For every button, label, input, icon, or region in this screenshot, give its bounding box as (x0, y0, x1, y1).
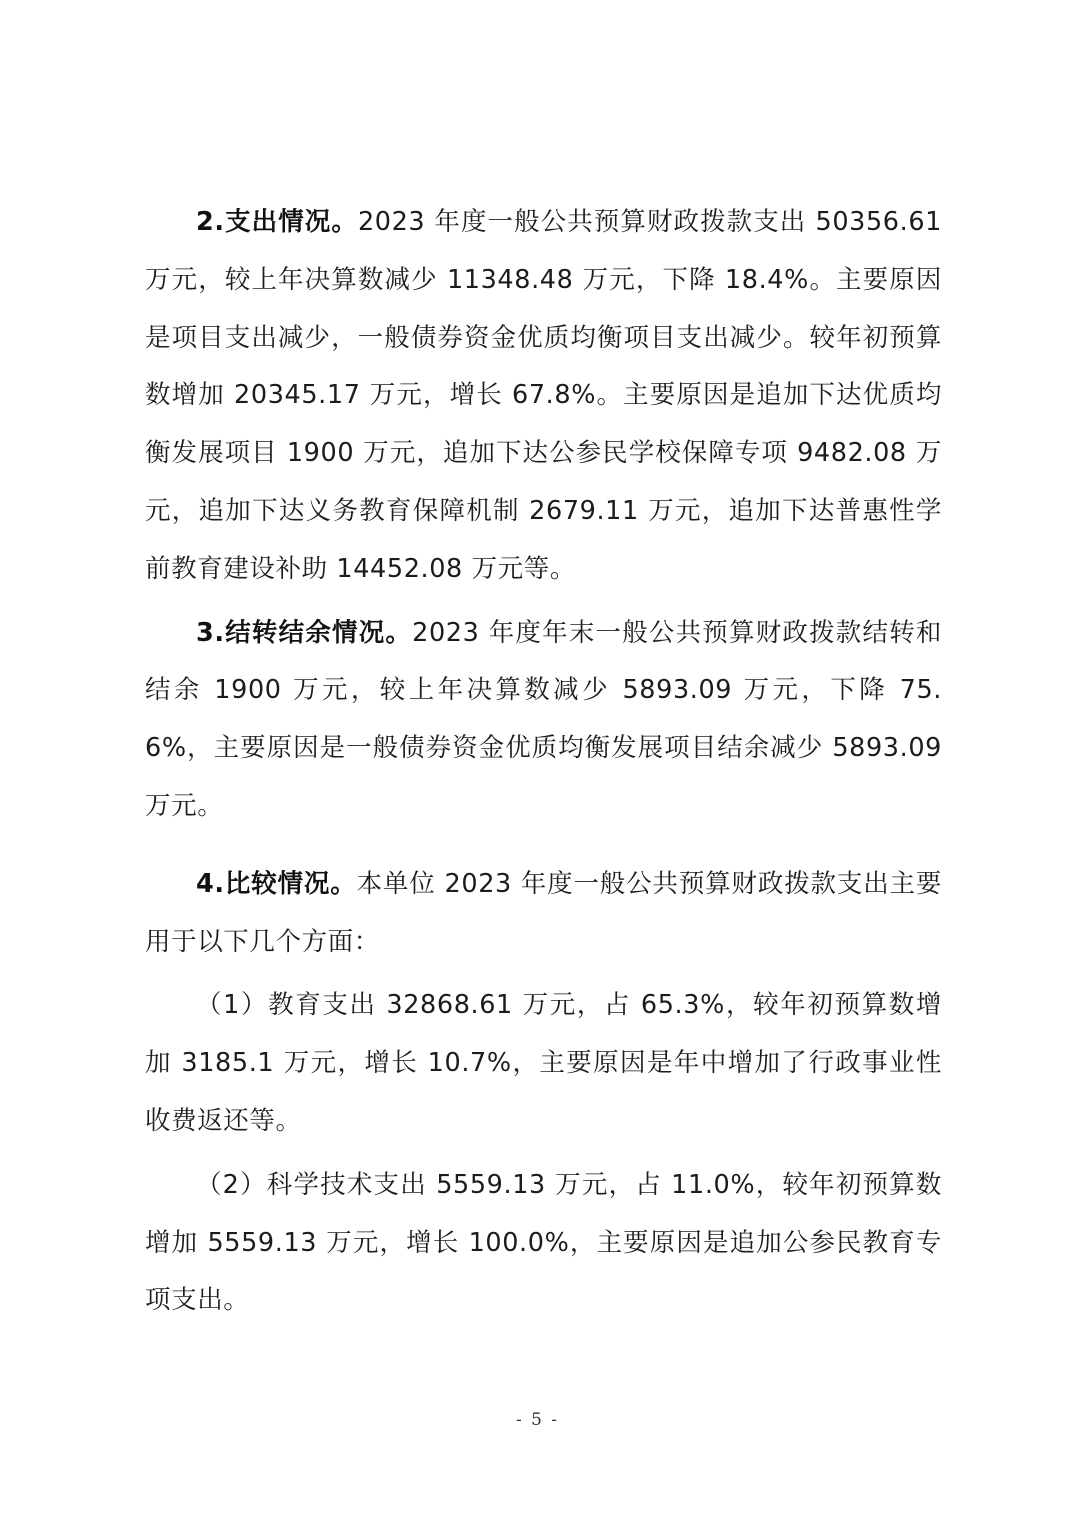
document-body (145, 194, 942, 1330)
paragraph-heading: 4.比较情况。 (196, 868, 357, 899)
paragraph-expenditure (145, 194, 942, 599)
paragraph-science-expenditure (145, 1157, 942, 1330)
paragraph-text: （1）教育支出 32868.61 万元，占 65.3%，较年初预算数增加 3185.1 万元，增长 10.7%，主要原因是年中增加了行政事业性收费返还等。 (145, 990, 942, 1136)
paragraph-text: 2023 年度年末一般公共预算财政拨款结转和结余 1900 万元，较上年决算数减少 5893.09 万元，下降 75.6%，主要原因是一般债券资金优质均衡发展项目结余减少 5893.09 万元。 (145, 617, 942, 821)
paragraph-heading: 3.结转结余情况。 (196, 617, 413, 648)
paragraph-text: 2023 年度一般公共预算财政拨款支出 50356.61 万元，较上年决算数减少 11348.48 万元，下降 18.4%。主要原因是项目支出减少，一般债券资金优质均衡项目支出减少。较年初预算数增加 20345.17 万元，增长 67.8%。主要原因是追加下达优质均衡发展项目 1900 万元，追加下达公参民学校保障专项 9482.08 万元，追加下达义务教育保障机制 2679.11 万元，追加下达普惠性学前教育建设补助 14452.08 万元等。 (145, 207, 942, 584)
paragraph-carryover (145, 605, 942, 836)
paragraph-heading: 2.支出情况。 (196, 207, 358, 237)
paragraph-text: （2）科学技术支出 5559.13 万元，占 11.0%，较年初预算数增加 5559.13 万元，增长 100.0%，主要原因是追加公参民教育专项支出。 (145, 1169, 942, 1316)
page-number: - 5 - (515, 1410, 560, 1430)
paragraph-education-expenditure (145, 977, 942, 1150)
paragraph-text: 本单位 2023 年度一般公共预算财政拨款支出主要用于以下几个方面： (145, 868, 942, 957)
paragraph-comparison (145, 856, 942, 972)
